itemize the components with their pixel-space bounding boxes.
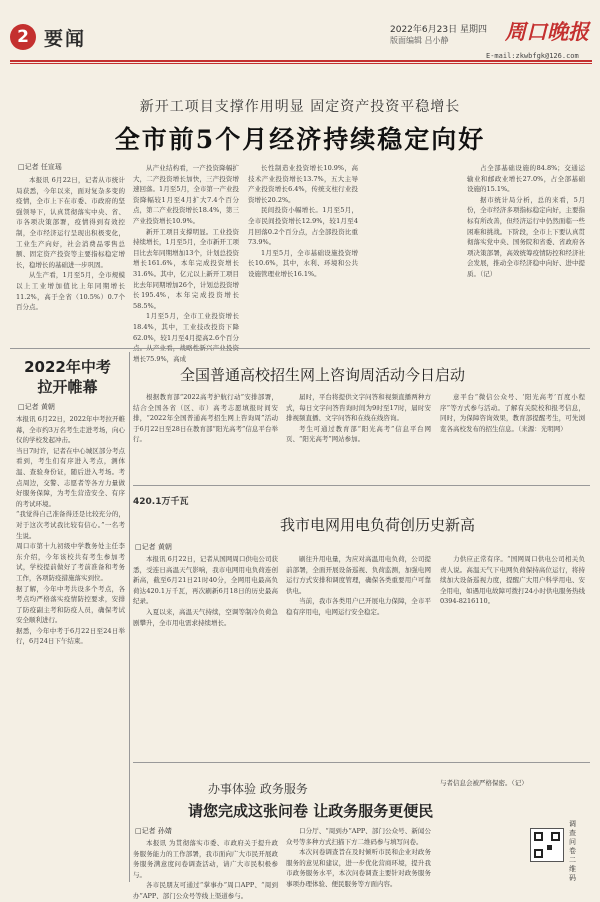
article1-headline: 全市前5个月经济持续稳定向好 xyxy=(114,125,486,154)
page-editor: 版面编辑 吕小静 xyxy=(390,36,449,45)
article4-column-3: 力供应正常有序。“国网周口供电公司相关负责人说。高温天气下电网负荷保持高位运行，将持续加大设备巡视力度，提醒广大用户科学用电、安全用电，如遇用电故障可拨打24小时供电服务热线0394-8216110。 xyxy=(440,555,585,606)
article1-column-1: 本报讯 6月22日，记者从市统计局获悉，今年以来，面对复杂多变的疫情，全市上下在市委、市政府的坚强领导下，认真贯彻落实中央、省、市各项决策部署，疫情得到有效控制，全市经济运行呈现出积极变化，工业生产向好，社会消费品零售总额、固定资产投资等主要指标稳定增长，稳增长的基础进一步巩固。 从生产看，1月至5月，全市规模以上工业增加值比上年同期增长11.2%，高于全省（10.5%）0.7个百分点。 xyxy=(16,176,125,312)
page-number-badge: 2 xyxy=(10,24,36,50)
survey-qr-code[interactable] xyxy=(530,828,564,862)
article4-headline: 我市电网用电负荷创历史新高 xyxy=(280,516,476,534)
article1-column-3: 长性制造业投资增长10.9%，高技术产业投资增长13.7%，五大主导产业投资增长6.4%，传统支柱行业投资增长20.2%。 民间投资小幅增长。1月至5月，全市民间投资增长12.9%，较1月至4月回落0.2个百分点，占全部投资比重73.9%。 1月至5月，全市基础设施投资增长10.6%，其中，水利、环境和公共设施管理业增长16.1%。 xyxy=(248,164,358,278)
qr-caption: 调查问卷二维码 xyxy=(569,820,576,882)
article2-headline-line1: 2022年中考 xyxy=(24,358,111,376)
article5-byline: □记者 孙婧 xyxy=(135,827,172,835)
article1-byline: □记者 任宣瑶 xyxy=(18,163,62,171)
article3-column-3: 意平台“微信公众号、‘阳光高考’百度小程序”等方式参与活动。了解有关院校和报考信息，同时，为保障咨询效果，教育部提醒考生，可先浏览各高校发布的招生信息。（来源：光明网） xyxy=(440,393,585,433)
article4-highlight-number: 420.1万千瓦 xyxy=(133,497,189,507)
article1-kicker: 新开工项目支撑作用明显 固定资产投资平稳增长 xyxy=(139,99,461,115)
article4-byline: □记者 黄朝 xyxy=(135,543,172,551)
article3-column-1: 根据教育部“2022高考护航行动”安排部署，结合全国各省（区、市）高考志愿填报时间安排，“2022年全国普通高考招生网上咨询周”活动于6月22日至28日在教育部“阳光高考”信息平台举行。 xyxy=(133,393,278,444)
article3-headline: 全国普通高校招生网上咨询周活动今日启动 xyxy=(180,366,466,384)
article5-column-1: 本报讯 为贯彻落实市委、市政府关于提升政务服务能力的工作部署，我市面向广大市民开展政务服务满意度问卷调查活动，请广大市民积极参与。 各市民朋友可通过“掌事办”周口APP、“周到办”APP、部门公众号等线上渠道参与。 xyxy=(133,839,278,900)
issue-date: 2022年6月23日 星期四 xyxy=(390,25,487,35)
article5-column-2: 口分厅、“周到办”APP、部门公众号、新闻公众号等多种方式扫描下方二维码参与填写问卷。 本次问卷调查旨在及时倾听市民和企业对政务服务的意见和建议，进一步优化营商环境，提升我市政务服务水平，本次问卷调查主要针对政务服务事项办理体验、便民服务等方面内容。 xyxy=(286,827,431,888)
article3-divider xyxy=(133,485,590,486)
article4-column-2: 刷往升用电量，为应对高温用电负荷，公司提前部署，全面开展设备巡视、负荷监测，加强电网运行方式安排和调度管理，确保各类重要用户可靠供电。 当前，我市各类用户已开展电力保障，全市平稳有序用电，电网运行安全稳定。 xyxy=(286,555,431,616)
section-title: 要闻 xyxy=(44,28,87,50)
header-divider-thin xyxy=(10,63,592,64)
article1-column-4: 占全部基础设施的84.8%；交通运输业和邮政业增长27.0%，占全部基础设施的15.1%。 据市统计局分析，总的来看，5月份，全市经济多项指标稳定向好，主要指标有所改善，但经济运行中仍然面临一些困难和挑战。下阶段，全市上下要认真贯彻落实党中央、国务院和省委、省政府各项决策部署，高效统筹疫情防控和经济社会发展，推动全市经济稳中向好、进中提质。（记） xyxy=(467,164,585,278)
article2-body: 本报讯 6月22日，2022年中考拉开帷幕，全市约3万名考生走进考场，向心仪的学校发起冲击。 当日7时许，记者在中心城区部分考点看到，考生们有序进入考点，测体温、查验身份证，随后进入考场。考点周边，交警、志愿者等各方力量做好服务保障，为考生营造安全、有序的考试环境。 “我觉得自己准备得还是比较充分的，对于这次考试我比较有信心。”一名考生说。 周口市第十九初级中学教务处主任李东介绍，今年该校共有考生参加考试，学校提前做好了考前准备和考务工作，各项防疫措施落实到位。 据了解，今年中考共设多个考点，各考点均严格落实疫情防控要求，安排了防疫副主考和防疫人员，确保考试安全顺利进行。 据悉，今年中考于6月22日至24日举行，6月24日下午结束。 xyxy=(16,415,126,646)
article5-column-3: 与者信息会被严格保密。（记） xyxy=(440,779,528,787)
article2-byline: □记者 黄朝 xyxy=(18,403,55,411)
newspaper-logo: 周口晚报 xyxy=(505,19,589,44)
article5-kicker: 办事体验 政务服务 xyxy=(208,782,308,796)
contact-email: E-mail:zkwbfgk@126.com xyxy=(486,52,579,60)
article4-column-1: 本报讯 6月22日，记者从国网周口供电公司获悉，受连日高温天气影响，我市电网用电负荷连创新高，截至6月21日21时40分，全网用电最高负荷达420.1万千瓦，再次刷新6月18日的历史最高纪录。 入夏以来，高温天气持续，空调等制冷负荷急剧攀升，全市用电需求持续增长。 xyxy=(133,555,278,627)
article5-headline: 请您完成这张问卷 让政务服务更便民 xyxy=(188,802,434,820)
article4-divider xyxy=(133,762,590,763)
sidebar-divider xyxy=(129,352,130,882)
article3-column-2: 届时，平台将提供文字问答和视频直播两种方式，每日文字问答咨询时间为9时至17时，届时安排视频直播、文字问答和在线在线咨询。 考生可通过教育部“阳光高考”信息平台网页、“阳光高考”网站参加。 xyxy=(286,393,431,444)
page-header xyxy=(0,0,600,62)
article1-column-2: 从产业结构看，一产投资降幅扩大，二产投资增长加快，三产投资增速回落。1月至5月，全市第一产业投资降幅较1月至4月扩大7.4个百分点，第二产业投资增长18.4%，第三产业投资增长10.9%。 新开工项目支撑明显。工业投资持续增长，1月至5月，全市新开工项目比去年同期增加13个，计划总投资增长161.6%，本年完成投资增长31.6%。其中，亿元以上新开工项目比去年同期增加26个，计划总投资增长195.4%，本年完成投资增长58.5%。 1月至5月，全市工业投资增长18.4%，其中，工业技改投资下降62.0%，较1月至4月提高2.6个百分 增长75.9%，高成 xyxy=(133,164,239,363)
header-divider xyxy=(10,60,592,62)
article2-headline-line2: 拉开帷幕 xyxy=(37,378,98,396)
article1-divider xyxy=(10,348,590,349)
